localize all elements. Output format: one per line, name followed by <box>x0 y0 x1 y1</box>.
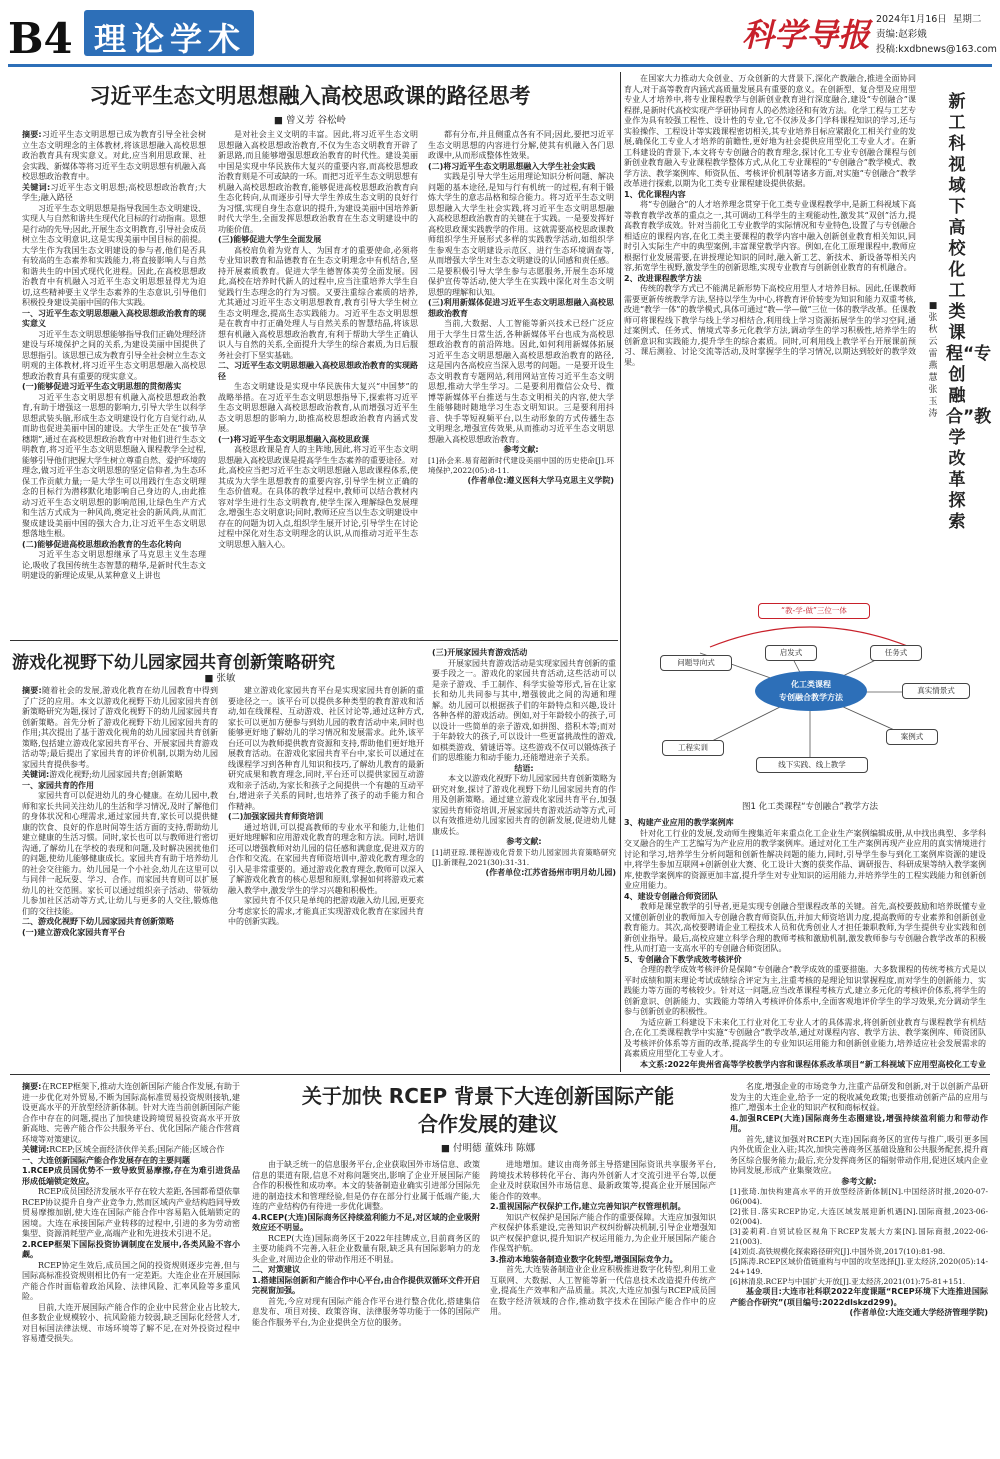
lower-section-rule <box>10 1074 990 1075</box>
subsection-heading: (三)开展家园共育游戏活动 <box>432 648 528 657</box>
paragraph: RCEP成员国经济发展水平存在较大差距,各国都希望依靠RCEP协议提升自身产业竞争力,然而区域内产业结构趋同导致贸易摩擦加剧,使大连在国际产能合作中容易陷入低端锁定的困境。大连在承接国际产业转移的过程中,引进的多为劳动密集型、资源消耗型产业,高端产业和先进技术引进不足。 <box>22 1187 240 1238</box>
article3-title: 游戏化视野下幼儿园家园共育创新策略研究 <box>12 653 335 673</box>
keywords-text: RCEP;区域全面经济伙伴关系;国际产能;区域合作 <box>49 1145 225 1154</box>
article4-title <box>248 1082 728 1138</box>
paragraph: 首先,大连装备制造业企业应积极推进数字化转型,利用工业互联网、大数据、人工智能等新一代信息技术改造提升传统产业,提高生产效率和产品质量。其次,大连应加强与RCEP成员国在数字经济领域的合作,推动数字技术在国际产能合作中的应用。 <box>490 1265 716 1316</box>
article1-bottom-rule <box>10 640 618 641</box>
figure-center <box>755 671 867 711</box>
abstract-label: 摘要: <box>22 686 42 695</box>
subsection-heading: 4.RCEP(大连)国际商务区持续盈利能力不足,对区域的企业吸附效应还不明显。 <box>252 1212 480 1232</box>
paragraph: 习近平生态文明思想能够指导我们正确处理经济建设与环境保护之间的关系,为建设美丽中国提供了思想指引。该思想已成为教育引导全社会树立生态文明观的主体教材,将习近平生态文明思想融入高校思想政治教育具有重要的现实意义。 <box>22 329 206 381</box>
node-task: 任务式 <box>870 645 922 661</box>
section-heading: 一、家园共育的作用 <box>22 780 94 790</box>
email-text: 投稿:kxdbnews@163.com <box>876 44 997 55</box>
article4-authors: ■ 付明德 董姝玮 陈娜 <box>440 1143 536 1154</box>
paragraph: 家园共育不仅只是单纯的把游戏融入幼儿园,更要充分考虑家长的需求,才能真正实现游戏化教育在家园共育中的创新实践。 <box>228 896 424 926</box>
paragraph: 开展家园共育游戏活动是实现家园共育创新的重要手段之一。游戏化的家园共育活动,这些活动可以是亲子游戏、手工制作、科学实验等形式,旨在让家长和幼儿共同参与其中,增强彼此之间的沟通和理解。幼儿园可以根据孩子们的年龄特点和兴趣,设计各种各样的游戏活动。例如,对于年龄较小的孩子,可以设计一些简单的亲子游戏,如拼图、搭积木等;而对于年龄较大的孩子,可以设计一些更富挑战性的游戏,如棋类游戏、猜谜语等。这些游戏不仅可以锻炼孩子们的思维能力和动手能力,还能增进亲子关系。 <box>432 658 616 762</box>
figure-title-node: “教-学-做”三位一体 <box>758 603 870 619</box>
article4-title-line1: 关于加快 RCEP 背景下大连创新国际产能 <box>301 1084 675 1108</box>
subsection-heading: (二)加强家园共育师资培训 <box>228 812 324 821</box>
reference-item: [3]姜莉莉.自贸试验区视角下RCEP发展大方案[N].国际商报,2022-06-21(003). <box>730 1227 988 1246</box>
paragraph: 知识产权保护是国际产能合作的重要保障。大连应加强知识产权保护体系建设,完善知识产权纠纷解决机制,引导企业增强知识产权保护意识,提升知识产权运用能力,为企业开展国际产能合作保驾护航。 <box>490 1212 716 1253</box>
node-practice: 工程实训 <box>662 740 724 756</box>
subsection-heading: (一)建立游戏化家园共育平台 <box>22 927 126 937</box>
subsection-heading: 2.重视国际产权保护工作,建立完善知识产权管理机制。 <box>490 1202 686 1211</box>
subsection-heading: (三)利用新媒体促进习近平生态文明思想融入高校思想政治教育 <box>428 298 614 318</box>
section-heading: 二、对策建议 <box>252 1265 300 1274</box>
paragraph: 高校思政课是育人的主阵地,因此,将习近平生态文明思想融入高校思政课是提高学生生态素养的重要途径。对此,高校应当把习近平生态文明思想融入思政课程体系,使其成为大学生思想教育的重要内容,引导学生树立正确的生态价值观。在具体的教学过程中,教师可以结合教材内容对学生进行生态文明教育,使学生深入理解绿色发展理念,增强生态文明意识;同时,教师还应当以生态文明建设中存在的问题为切入点,组织学生展开讨论,引导学生在讨论过程中深化对生态文明理念的认识,从而推动习近平生态文明思想入脑入心。 <box>218 445 418 549</box>
article2-authors-text: 张秋云 雷燕慧 张玉涛 <box>928 313 938 419</box>
abstract-text: 在RCEP框架下,推动大连创新国际产能合作发展,有助于进一步优化对外贸易,不断为国际高标准贸易投资规则接轨,建设更高水平的开放型经济新体制。针对大连当前创新国际产能合作中存在的问题,提出了加快建设跨境贸易投资高水平开放新高地、完善产能合作公共服务平台、优化国际产能合作营商环境等对策建议。 <box>22 1082 240 1144</box>
subsection-heading: 4.加强RCEP(大连)国际商务生态圈建设,增强持续盈利能力和带动作用。 <box>730 1113 988 1133</box>
paragraph: 在国家大力推动大众创业、万众创新的大背景下,深化产教融合,推进全面协同育人,对于高等教育内涵式高质量发展具有重要的意义。在创新型、复合型及应用型专业人才培养中,将专业课程教学与创新创业教育进行深度融合,建设“专创融合”课程群,是新时代高校实现产学研协同育人的必然途径和有效方法。化学工程与工艺专业作为具有较强工程性、设计性的专业,它不仅涉及多门学科课程知识的学习,还与实验操作、工程设计等实践课程密切相关,其专业培养目标应紧跟化工相关行业的发展,确保化工专业人才培养的前瞻性,更好地为社会提供应用型化工专业人才。在新工科建设的背景下,本文将专专创融合的教育理念,探讨化工专业专创融合课程与创新创业教育融入专业课程教学整体方式,从化工专业课程的“专创融合”教学模式、教学方法、教学案例库、师资队伍、考核评价机制等诸多方面,对实施“专创融合”教学改革进行探索,以期为化工类专业课程建设提供依据。 <box>624 74 916 188</box>
node-heuristic: 启发式 <box>765 645 817 661</box>
subsection-heading: (三)能够促进大学生全面发展 <box>218 235 322 244</box>
subsection-heading: (二)将习近平生态文明思想融入大学生社会实践 <box>428 161 596 171</box>
article1-credit: (作者单位:遵义医科大学马克思主义学院) <box>467 475 614 485</box>
article3-credit: (作者单位:江苏省扬州市明月幼儿园) <box>485 867 616 877</box>
article3-authors-text: 张敏 <box>216 673 236 684</box>
node-case: 案例式 <box>886 729 938 745</box>
paragraph: 家园共育可以促进幼儿的身心健康。在幼儿园中,教师和家长共同关注幼儿的生活和学习情况,及时了解他们的身体状况和心理需求,通过家园共育,家长可以提供健康的饮食、良好的作息时间等生活方面的支持,帮助幼儿建立健康的生活习惯。同时,家长也可以与教师进行密切沟通,了解幼儿在学校的表现和问题,及时解决困扰他们的问题,使幼儿能够健康成长。家园共育有助于培养幼儿的社会交往能力。幼儿园是一个小社会,幼儿在这里可以与同伴一起玩耍、学习、合作。而家园共育则可以扩展幼儿的社交范围。家长可以通过组织亲子活动、带领幼儿参加社区活动等方式,让幼儿与更多的人交往,锻炼他们的交往技能。 <box>22 791 218 916</box>
article3-authors: ■ 张敏 <box>204 673 236 684</box>
weekday-text: 星期二 <box>952 14 982 25</box>
abstract-text: 随着社会的发展,游戏化教育在幼儿园教育中得到了广泛的应用。本文以游戏化视野下幼儿园家园共育创新策略研究为题,探讨了游戏化视野下的幼儿园家园共育创新策略。首先分析了游戏化视野下幼儿园家园共育的作用;其次提出了基于游戏化视角的幼儿园家园共育创新策略,包括建立游戏化家园共育平台、开展家园共育游戏活动等;最后提出了家园共育的评价机制,以期为幼儿园家园共育提供参考。 <box>22 686 218 769</box>
article3-col2 <box>228 686 424 1056</box>
paragraph: 目前,大连开展国际产能合作的企业中民营企业占比较大,但多数企业规模较小、抗风险能力较弱,缺乏国际化经营人才,对目标国法律法规、市场环境等了解不足,在对外投资过程中容易遭受损失。 <box>22 1302 240 1343</box>
article4-fund: 基金项目:大连市社科联2022年度课题“RCEP环境下大连推进国际产能合作研究”(项目编号:2022dlskzd299)。 <box>730 1287 988 1307</box>
paragraph: 首先,建议加强对RCEP(大连)国际商务区的宣传与推广,吸引更多国内外优质企业入驻;其次,加快完善商务区基础设施和公共服务配套,提升商务区综合服务能力;最后,充分发挥商务区的辐射带动作用,促进区域内企业协同发展,形成产业集聚效应。 <box>730 1134 988 1175</box>
paragraph: 实践是引导大学生运用理论知识分析问题、解决问题的基本途径,是知与行有机统一的过程,有利于锻炼大学生的意志品格和综合能力。将习近平生态文明思想融入大学生社会实践,将习近平生态文明思想融入高校思想政治教育的关键在于实践。一是要发挥好高校思政课实践教学的作用。这就需要高校思政课教师组织学生开展形式多样的实践教学活动,如组织学生参观生态文明建设示范区、进行生态环境调查等,从而增强大学生对生态文明建设的认同感和责任感。二是要积极引导大学生参与志愿服务,开展生态环境保护宣传等活动,使大学生在实践中深化对生态文明思想的理解和认知。 <box>428 172 614 297</box>
paragraph: 由于缺乏统一的信息服务平台,企业获取国外市场信息、政策信息的渠道有限,信息不对称问题突出,影响了企业开展国际产能合作的积极性和成功率。本文的装备制造业确实引进部分国际先进的制造技术和管理经验,但是仍存在部分行业属于低端产能,大连的产业结构仍有待进一步优化调整。 <box>252 1160 480 1211</box>
paragraph: 首先,今应对现有国际产能合作平台进行整合优化,搭建集信息发布、项目对接、政策咨询、法律服务等功能于一体的国际产能合作服务平台,为企业提供全方位的服务。 <box>252 1296 480 1327</box>
references-title: 参考文献: <box>841 1176 877 1186</box>
article4-abstract <box>22 1082 240 1145</box>
abstract-label: 摘要: <box>22 1082 42 1091</box>
paragraph: RCEP(大连)国际商务区于2022年挂牌成立,目前商务区的主要功能尚不完善,入驻企业数量有限,缺乏具有国际影响力的龙头企业,对周边企业的带动作用还不明显。 <box>252 1233 480 1264</box>
reference-item: [6]林清泉.RCEP与中国扩大开放[J].亚太经济,2021(01):75-81+151. <box>730 1277 966 1286</box>
paragraph: 当前,大数据、人工智能等新兴技术已经广泛应用于大学生日常生活,各种新媒体平台也成为高校思想政治教育的前沿阵地。因此,如何利用新媒体拓展习近平生态文明思想融入高校思想政治教育的路径,这是国内各高校应当深入思考的问题。一是要开设生态文明教育专题网站,利用网站宣传习近平生态文明思想,推动大学生学习。二是要利用微信公众号、微博等新媒体平台推送与生态文明相关的内容,使大学生能够随时随地学习生态文明知识。三是要利用抖音、快手等短视频平台,以生动形象的方式传播生态文明理念,增强宣传效果,从而推动习近平生态文明思想融入高校思想政治教育。 <box>428 319 614 444</box>
section-heading: 一、大连创新国际产能合作发展存在的主要问题 <box>22 1155 190 1165</box>
paragraph: RCEP协定生效后,成员国之间的投资规则逐步完善,但与国际高标准投资规则相比仍有一定差距。大连企业在开展国际产能合作时面临着政治风险、法律风险、汇率风险等多重风险。 <box>22 1260 240 1301</box>
section-title: 理论学术 <box>93 20 246 58</box>
date-text: 2024年1月16日 <box>876 14 947 25</box>
article1-col3 <box>428 130 614 630</box>
paragraph: 是对社会主义文明的丰富。因此,将习近平生态文明思想融入高校思想政治教育,不仅为生态文明教育开辟了新思路,而且能够增强思想政治教育的时代性。建设美丽中国是实现中华民族伟大复兴的重要内容,而高校思想政治教育则是不可或缺的一环。而把习近平生态文明思想有机融入高校思想政治教育,能够促进高校思想政治教育向生态化转向,从而逐步引导大学生养成生态文明的良好行为习惯,实现自身生态意识的提升,为建设美丽中国培养新时代大学生,全面发挥思想政治教育在生态文明建设中的功能价值。 <box>218 130 418 234</box>
reference-item: [1]张琦.加快构建高水平的开放型经济新体制[N].中国经济时报,2020-07-06(004). <box>730 1187 988 1206</box>
paragraph: 教师是课堂教学的引导者,更是实现专创融合型课程改革的关键。首先,高校要鼓励和培养既懂专业又懂创新创业的教师加入专创融合教育师资队伍,并加大师资培训力度,提高教师的专业素养和创新创业教育能力。其次,高校要聘请企业工程技术人员和优秀创业人才担任兼职教师,为学生提供专业实践和创新创业指导。最后,高校应建立科学合理的教师考核和激励机制,激发教师参与专创融合教学改革的积极性,从而打造一支高水平的专创融合师资团队。 <box>624 902 986 953</box>
article4-authors-text: 付明德 董姝玮 陈娜 <box>452 1143 536 1154</box>
article4-credit: (作者单位:大连交通大学经济管理学院) <box>849 1308 988 1317</box>
figure-center-line2: 专创融合教学方法 <box>779 693 843 702</box>
figure-teaching-methods <box>640 597 980 797</box>
article3-col3 <box>432 648 616 1056</box>
paragraph: 通过培训,可以提高教师的专业水平和能力,让他们更好地理解和应用游戏化教育的理念和方法。同时,培训还可以增强教师对幼儿园的信任感和满意度,促进双方的合作和交流。在家园共育师资培训中,游戏化教育理念的引入是非常重要的。通过游戏化教育理念,教师可以深入了解游戏化教育的核心思想和原则,掌握如何将游戏元素融入教学中,激发学生的学习兴趣和积极性。 <box>228 822 424 895</box>
masthead-rule <box>8 64 992 67</box>
paragraph: 针对化工行业的发展,发动师生搜集近年来重点化工企业生产案例编辑成册,从中找出典型、多学科交叉融合的生产工艺编写为产业应用的教学案例库。通过对化工生产案例再现产业应用的真实情境进行讨论和学习,培养学生分析问题和创新性解决问题的能力,同时,引导学生参与到化工案例库资源的建设中,将学生参加互联网+创新创业大赛、化工设计大赛的获奖作品、调研报告、科研成果等纳入教学案例库,使教学案例库的资源更加丰富,提升学生对专业知识的运用能力,并培养学生的工程实践能力和创新创业应用能力。 <box>624 828 986 890</box>
paragraph: 习近平生态文明思想继承了马克思主义生态理论,吸收了我国传统生态智慧的精华,是新时代生态文明建设的新理论成果,从某种意义上讲也 <box>22 550 206 580</box>
section-heading: 二、游戏化视野下幼儿园家园共育创新策略 <box>22 917 174 926</box>
section-heading: 二、习近平生态文明思想融入高校思想政治教育的实现路径 <box>218 361 418 381</box>
paragraph: 建立游戏化家园共育平台是实现家园共育创新的重要途径之一。该平台可以提供多种类型的教育游戏和活动,如在线课程、互动游戏、社区讨论等,通过这种方式,家长可以更加方便参与到幼儿园的教育活动中来,同时也能够更好地了解幼儿的学习情况和发展需求。此外,该平台还可以为教师提供教育资源和支持,帮助他们更好地开展教育活动。在游戏化家园共育平台中,家长可以通过在线课程学习到各种育儿知识和技巧,了解幼儿教育的最新研究成果和教育理念,同时,平台还可以提供家园互动游戏和亲子活动,为家长和孩子之间提供一个有趣的互动平台,增进亲子关系的同时,也培养了孩子的动手能力和合作精神。 <box>228 686 424 811</box>
paragraph: 名度,增强企业的市场竞争力,注重产品研发和创新,对于以创新产品研发为主的大连企业,给予一定的税收减免政策;也要推动创新产品的应用与推广,增强本土企业的知识产权和商标权益。 <box>730 1082 988 1112</box>
subsection-heading: (一)能够促进习近平生态文明思想的贯彻落实 <box>22 382 182 391</box>
article4-col2 <box>252 1160 480 1454</box>
references-title: 参考文献: <box>503 445 539 454</box>
keywords-label: 关键词: <box>22 182 51 192</box>
article1-authors-text: 曾义芳 谷松岭 <box>285 115 347 126</box>
editor-text: 责编:赵彩娥 <box>876 29 927 40</box>
article2-fund: 本文系:2022年贵州省高等学校教学内容和课程体系改革项目“新工科视域下应用型高校化工专业 <box>640 1059 986 1069</box>
paragraph: 合理的教学成效考核评价是保障“专创融合”教学成效的重要措施。大多数课程的传统考核方式是以平时成绩和期末理论考试成绩综合评定为主,注重考核的是理论知识掌握程度,而对学生的创新能力、实践能力等方面的考核较少。针对这一问题,应当改革课程考核方式,建立多元化的考核评价体系,将学生的创新意识、创新能力、实践能力等纳入考核评价体系中,全面客观地评价学生的学习效果,充分调动学生参与创新创业的积极性。 <box>624 965 986 1016</box>
reference-item: [2]张目.落实RCEP协定,大连区域发展迎新机遇[N].国际商报,2023-06-02(004). <box>730 1207 988 1226</box>
page-number: B4 <box>8 14 73 63</box>
article2-bottom-text <box>624 818 986 1070</box>
paragraph: 习近平生态文明思想有机融入高校思想政治教育,有助于增强这一思想的影响力,引导大学生以科学思想武装头脑,形成生态文明建设行化方自觉行动,从而助也促进美丽中国的建设。大学生正处在“拔节孕穗期”,通过在高校思想政治教育中对他们进行生态文明教育,将习近平生态文明思想融入课程教学全过程,能够引导他们把握大学生树立尊重自然、爱护环境的理念,做习近平生态文明思想的坚定信仰者,为生态环保工作贡献力量;一是大学生可以用践行生态文明理念的目标行为潜移默化地影响自己身边的人,由此推动习近平生态文明思想的影响范围,让绿色生产方式和生活方式成为一种风尚,奠定社会的新风尚,从而汇聚成建设美丽中国的强大合力,让习近平生态文明思想落地生根。 <box>22 392 206 538</box>
masthead <box>0 0 1000 64</box>
article1-authors: ■ 曾义芳 谷松岭 <box>273 115 347 126</box>
paragraph: 传统的教学方式已不能满足新形势下高校应用型人才培养目标。因此,任课教师需要更新传统教学方法,坚持以学生为中心,将教育评价转变为知识和能力双重考核,改进“教学一体”的教学模式,具体可通过“教—学—做”三位一体的教学改革。任课教师可将课程线下教学与线上学习相结合,利用线上学习资源拓展学生的学习空间,通过案例式、任务式、情境式等多元化教学方法,调动学生的学习积极性,培养学生的创新意识和实践能力,提升学生的综合素质。同时,可利用线上教学平台开展课前预习、课后测验、讨论交流等活动,及时掌握学生的学习情况,以期达到较好的教学效果。 <box>624 284 916 367</box>
reference-item: [5]陈涛.RCEP区域价值链重构与中国的攻坚选择[J].亚太经济,2020(05):14-24+149. <box>730 1257 988 1276</box>
keywords-text: 习近平生态文明思想;高校思想政治教育;大学生;融入路径 <box>22 182 206 202</box>
paragraph: 都有分布,并且侧重点各有不同;因此,要把习近平生态文明思想的内容进行分解,使其有机融入各门思政课中,从而形成整体性效果。 <box>428 130 614 160</box>
section-heading: 2、改进课程教学方法 <box>624 273 702 283</box>
keywords-label: 关键词: <box>22 770 50 779</box>
article1-abstract <box>22 130 206 183</box>
reference-item: [1]胡亚琼.课程游戏化背景下幼儿园家园共育策略研究[J].新课程,2021(30):31-31. <box>432 847 616 867</box>
subsection-heading: 2.RCEP框架下国际投资协调制度在发展中,各类风险不容小觑。 <box>22 1239 240 1259</box>
abstract-text: 习近平生态文明思想已成为教育引导全社会树立生态文明理念的主体教材,将该思想融入高校思想政治教育具有现实意义。对此,应当利用思政课、社会实践、新媒体等将习近平生态文明思想有机融入高校思想政治教育中。 <box>22 130 206 181</box>
figure-center-line1: 化工类课程 <box>791 680 831 689</box>
article4-title-line2: 合作发展的建议 <box>418 1112 558 1136</box>
paragraph: 生态文明建设是实现中华民族伟大复兴“中国梦”的战略举措。在习近平生态文明思想指导下,探索将习近平生态文明思想融入高校思想政治教育,从而增强习近平生态文明思想的影响力,助推高校思想政治教育内涵式发展。 <box>218 382 418 433</box>
subsection-heading: 3.推动本地装备制造业数字化转型,增强国际竞争力。 <box>490 1254 678 1264</box>
section-heading: 一、习近平生态文明思想融入高校思想政治教育的现实意义 <box>22 308 206 328</box>
article4-col3 <box>490 1160 716 1454</box>
article3-col1 <box>22 686 218 1056</box>
conclusion-heading: 结语: <box>514 763 534 773</box>
paragraph: 习近平生态文明思想是指导我国生态文明建设、实现人与自然和谐共生现代化目标的行动指南。思想是行动的先导;因此,开展生态文明教育,引导社会成员树立生态文明意识,这是实现美丽中国目标的前提。大学生作为我国生态文明建设的参与者,他们是否具有较高的生态素养和实践能力,将直接影响人与自然和谐共生的中国式现代化进程。因此,在高校思想政治教育中有机融入习近平生态文明思想显得尤为迫切,这些精神要主义学生态素养的生态意识,引导他们积极投身建设美丽中国的伟大实践。 <box>22 203 206 307</box>
article3-abstract <box>22 686 218 770</box>
article2-title: 新工科视域下高校化工类课程“专创融合”教学改革探索 <box>946 92 992 532</box>
abstract-label: 摘要: <box>22 130 42 139</box>
article2-top-text <box>624 74 916 592</box>
issue-date <box>876 12 997 57</box>
section-heading: 4、建设专创融合师资团队 <box>624 891 718 901</box>
node-online-offline: 线下实践、线上教学 <box>756 757 868 773</box>
paper-logo: 科学导报 <box>742 16 871 54</box>
references-title: 参考文献: <box>506 837 542 846</box>
article1-title: 习近平生态文明思想融入高校思政课的路径思考 <box>89 84 531 108</box>
article1-keywords <box>22 183 206 204</box>
keywords-text: 游戏化视野;幼儿园家园共育;创新策略 <box>49 770 183 779</box>
subsection-heading: 1.搭建国际创新和产能合作中心平台,由合作提供双循环文件开启完视窗加强。 <box>252 1275 480 1295</box>
section-heading: 3、构建产业应用的教学案例库 <box>624 818 734 827</box>
node-problem: 问题导向式 <box>660 655 732 671</box>
reference-item: [1]孙会来.易育超新时代建设美丽中国的历史使命[J].环境保护,2022(05):8-11. <box>428 455 614 475</box>
paragraph: 高校肩负着为党育人、为国育才的重要使命,必须将专业知识教育和品德教育在生态文明理念中有机结合,坚持开展素质教育。促进大学生德智体美劳全面发展。因此,高校在培养时代新人的过程中,应当注重培养大学生自觉践行生态理念的行为习惯。又要注重综合素质的培养,尤其通过习近平生态文明思想教育,教育引导大学生树立生态文明理念,提高生态实践能力。习近平生态文明思想是在教育中打正确处理人与自然关系的智慧结晶,将该思想有机融入高校思想政治教育,有利于帮助大学生正确认识人与自然的关系,全面提升大学生的综合素质,为日后服务社会打下坚实基础。 <box>218 245 418 360</box>
subsection-heading: (一)将习近平生态文明思想融入高校思政课 <box>218 434 370 444</box>
node-real-scene: 真实情景式 <box>902 683 970 699</box>
paragraph: 为适应新工科建设下未来化工行业对化工专业人才的具体需求,将创新创业教育与课程教学有机结合,在化工类课程教学中实施“专创融合”教学改革,通过对课程内容、教学方法、教学案例库、师资团队及考核评价体系等方面的改革,提高学生的专业知识运用能力和创新创业能力,培养适应社会发展需求的高素质应用型化工专业人才。 <box>624 1017 986 1058</box>
paragraph: 将“专创融合”的人才培养理念贯穿于化工类专业课程教学中,是新工科视域下高等教育教学改革的重点之一,其可调动工科学生的主观能动性,激发其“双创”活力,提高教育教学成效。针对当前化工专业教学的实际情况和专业特色,设置了与专创融合相适应的课程内容,在化工类主要课程的教学内容中融入创新创业教育相关知识,同时引入实际生产中的典型案例,丰富课堂教学内容。例如,在化工原理课程中,教师应根据行业发展需要,在讲授理论知识的同时,融入新工艺、新技术、新设备等相关内容,拓宽学生视野,激发学生的创新思维,实现专业教育与创新创业教育的有机融合。 <box>624 200 916 272</box>
reference-item: [4]刘贞.高铁规模化探索路径研究[J].中国外资,2017(10):81-98. <box>730 1247 946 1256</box>
keywords-label: 关键词: <box>22 1145 50 1154</box>
article1-col1 <box>22 130 206 630</box>
figure-caption: 图1 化工类课程“专创融合”教学方法 <box>742 802 878 812</box>
paragraph: 进地增加。建议由商务部主导搭建国际资讯共享服务平台,跨境技术转移转化平台、海内外创新人才交流引进平台等,以便企业及时获取国外市场信息、最新政策等,提高企业开展国际产能合作的效率。 <box>490 1160 716 1201</box>
article4-col4 <box>730 1082 988 1454</box>
article4-keywords <box>22 1145 240 1156</box>
article2-authors: ■ 张秋云 雷燕慧 张玉涛 <box>928 301 938 419</box>
article2-left-rule <box>620 72 621 1072</box>
paragraph: 本文以游戏化视野下幼儿园家园共育创新策略为研究对象,探讨了游戏化视野下幼儿园家园共育的作用及创新策略。通过建立游戏化家园共育平台,加强家园共育师资培训,开展家园共育游戏活动等方式,可以有效推进幼儿园家园共育的创新发展,促进幼儿健康成长。 <box>432 774 616 836</box>
subsection-heading: (二)能够促进高校思想政治教育的生态化转向 <box>22 539 182 549</box>
article3-keywords <box>22 770 218 781</box>
subsection-heading: 1.RCEP成员国优势不一致导致贸易摩擦,存在为难引进货品形成低端锁定效应。 <box>22 1166 240 1186</box>
article1-col2 <box>218 130 418 630</box>
section-heading: 5、专创融合下教学成效考核评价 <box>624 954 742 964</box>
article4-col1 <box>22 1082 240 1454</box>
section-heading: 1、优化课程内容 <box>624 189 686 199</box>
